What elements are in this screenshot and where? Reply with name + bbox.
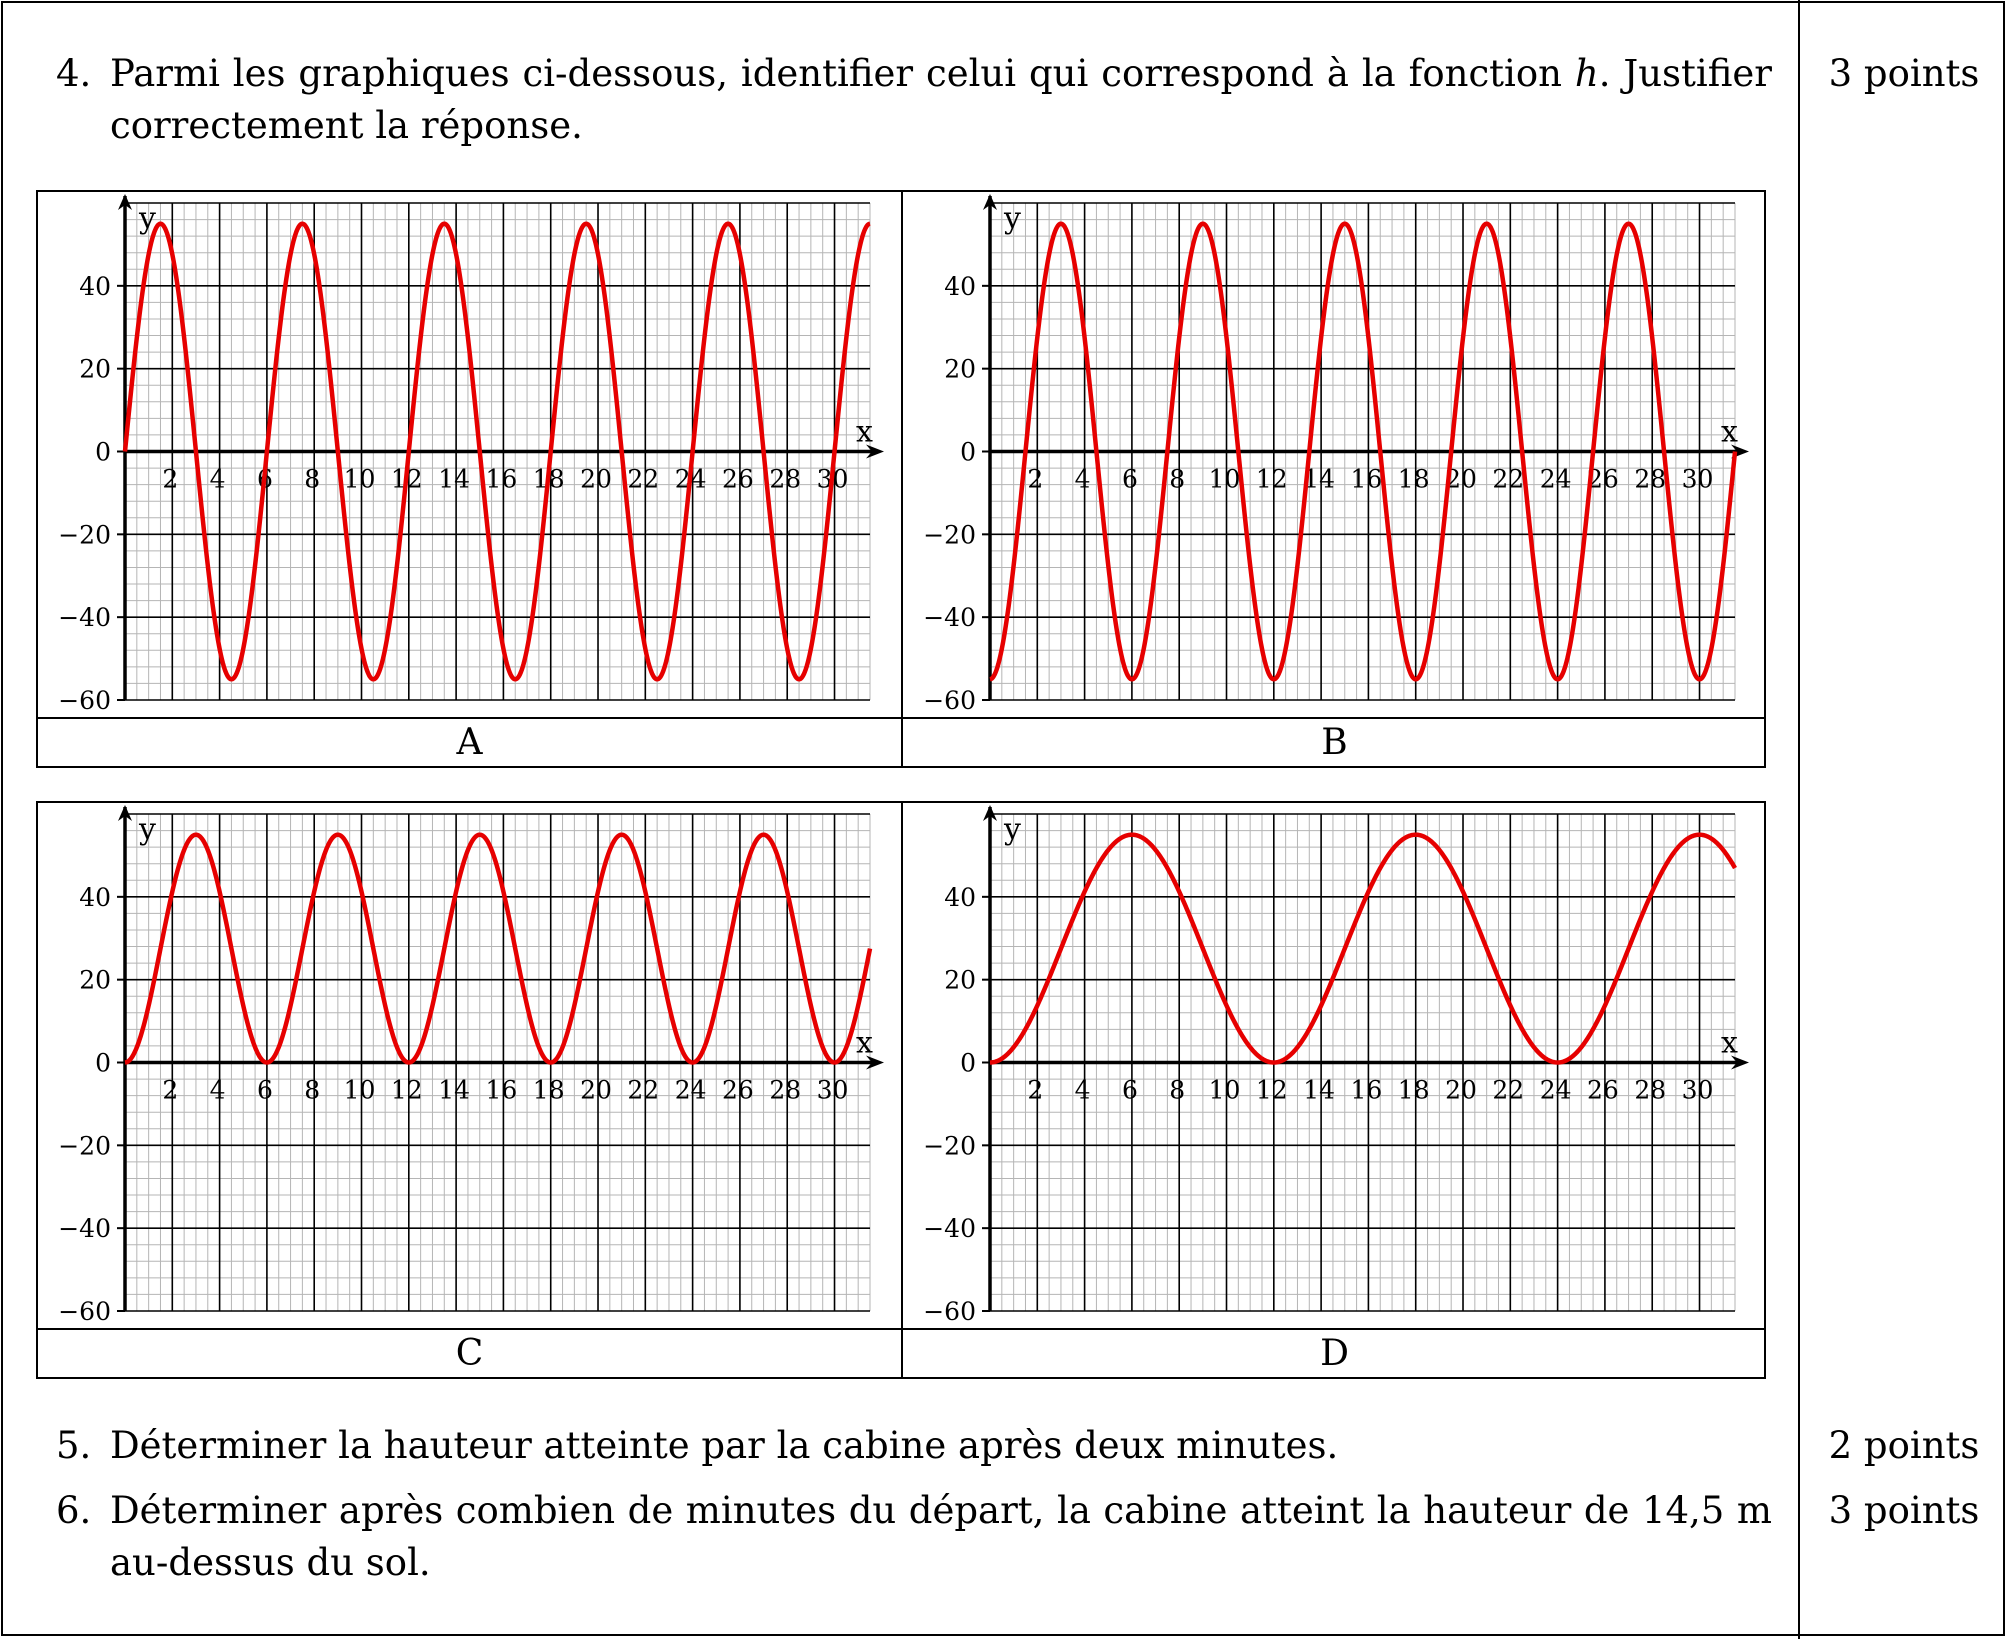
- x-tick-label: 24: [674, 1075, 707, 1105]
- y-tick-label: 40: [944, 882, 976, 912]
- x-axis-label: x: [856, 1025, 873, 1061]
- question-text: [110, 48, 1772, 152]
- x-tick-label: 6: [256, 464, 273, 494]
- question-5: [0, 1420, 1798, 1472]
- x-tick-label: 22: [1492, 1075, 1525, 1105]
- y-tick-label: −20: [58, 520, 111, 550]
- x-tick-label: 14: [438, 1075, 471, 1105]
- question-text-part: . Justifier: [1598, 52, 1772, 95]
- y-tick-label: −60: [58, 686, 111, 715]
- x-tick-label: 22: [1492, 464, 1525, 494]
- y-tick-label: 20: [79, 354, 111, 384]
- y-axis-label: y: [139, 812, 156, 847]
- x-tick-label: 24: [674, 464, 707, 494]
- chart-caption: C: [455, 1333, 484, 1374]
- y-tick-label: 20: [944, 354, 976, 384]
- x-tick-label: 30: [816, 464, 849, 494]
- x-tick-label: 2: [1027, 464, 1044, 494]
- y-tick-label: −60: [58, 1297, 111, 1326]
- x-tick-label: 12: [1255, 464, 1288, 494]
- y-tick-label: 0: [95, 1048, 111, 1078]
- chart-a: [38, 194, 899, 717]
- y-tick-label: 40: [79, 271, 111, 301]
- x-tick-label: 6: [256, 1075, 273, 1105]
- x-tick-label: 16: [485, 464, 518, 494]
- x-tick-label: 28: [769, 1075, 802, 1105]
- question-text-part: Parmi les graphiques ci-dessous, identifier celui qui correspond à la fonction: [110, 52, 1575, 95]
- y-tick-label: 40: [944, 271, 976, 301]
- x-tick-label: 10: [1208, 464, 1241, 494]
- x-tick-label: 6: [1121, 464, 1138, 494]
- y-tick-label: −60: [923, 686, 976, 715]
- x-tick-label: 10: [1208, 1075, 1241, 1105]
- x-tick-label: 20: [580, 1075, 612, 1105]
- chart-svg: [38, 194, 899, 717]
- x-tick-label: 24: [1539, 1075, 1572, 1105]
- chart-c: [38, 805, 899, 1328]
- y-tick-label: 20: [79, 965, 111, 995]
- x-tick-label: 8: [304, 464, 321, 494]
- y-tick-label: −20: [58, 1131, 111, 1161]
- x-axis-label: x: [1721, 1025, 1738, 1061]
- y-tick-label: −20: [923, 520, 976, 550]
- question-text-line: correctement la réponse.: [110, 104, 583, 147]
- chart-b: [903, 194, 1764, 717]
- x-tick-label: 20: [1445, 464, 1477, 494]
- x-axis-label: x: [856, 414, 873, 450]
- x-tick-label: 18: [532, 1075, 565, 1105]
- x-tick-label: 16: [1350, 1075, 1383, 1105]
- x-tick-label: 12: [390, 464, 423, 494]
- x-tick-label: 22: [627, 1075, 660, 1105]
- x-tick-label: 4: [1074, 464, 1091, 494]
- x-tick-label: 14: [1303, 1075, 1336, 1105]
- x-tick-label: 26: [722, 1075, 754, 1105]
- x-tick-label: 16: [485, 1075, 518, 1105]
- x-tick-label: 4: [1074, 1075, 1091, 1105]
- y-tick-label: −40: [58, 1214, 111, 1244]
- x-tick-label: 2: [162, 464, 179, 494]
- table-divider: [901, 192, 903, 766]
- chart-svg: [903, 805, 1764, 1328]
- x-tick-label: 16: [1350, 464, 1383, 494]
- x-tick-label: 26: [1587, 464, 1619, 494]
- chart-caption: B: [1321, 722, 1348, 763]
- y-tick-label: −40: [58, 603, 111, 633]
- question-text: [110, 1485, 1772, 1589]
- y-tick-label: −40: [923, 603, 976, 633]
- y-tick-label: −60: [923, 1297, 976, 1326]
- y-tick-label: 0: [960, 437, 976, 467]
- question-number: 5.: [56, 1424, 92, 1467]
- y-axis-label: y: [139, 201, 156, 236]
- x-tick-label: 8: [1169, 1075, 1186, 1105]
- x-tick-label: 30: [1681, 1075, 1714, 1105]
- x-tick-label: 30: [1681, 464, 1714, 494]
- x-tick-label: 26: [1587, 1075, 1619, 1105]
- function-name: h: [1574, 52, 1599, 95]
- x-axis-label: x: [1721, 414, 1738, 450]
- points-label: 2 points: [1828, 1424, 1980, 1467]
- x-tick-label: 28: [769, 464, 802, 494]
- y-tick-label: 0: [960, 1048, 976, 1078]
- figure-table-top: [36, 190, 1766, 768]
- x-tick-label: 8: [1169, 464, 1186, 494]
- series-line: [125, 835, 870, 1063]
- question-text-line: au-dessus du sol.: [110, 1541, 431, 1584]
- chart-caption: A: [456, 722, 483, 763]
- x-tick-label: 18: [532, 464, 565, 494]
- x-tick-label: 18: [1397, 464, 1430, 494]
- x-tick-label: 14: [1303, 464, 1336, 494]
- y-tick-label: 20: [944, 965, 976, 995]
- x-tick-label: 28: [1634, 1075, 1667, 1105]
- chart-d: [903, 805, 1764, 1328]
- chart-svg: [38, 805, 899, 1328]
- table-divider: [901, 803, 903, 1377]
- x-tick-label: 8: [304, 1075, 321, 1105]
- y-tick-label: −20: [923, 1131, 976, 1161]
- x-tick-label: 12: [390, 1075, 423, 1105]
- question-4: [0, 48, 1798, 152]
- chart-svg: [903, 194, 1764, 717]
- y-tick-label: 40: [79, 882, 111, 912]
- figure-table-bottom: [36, 801, 1766, 1379]
- x-tick-label: 4: [209, 1075, 226, 1105]
- x-tick-label: 6: [1121, 1075, 1138, 1105]
- x-tick-label: 2: [162, 1075, 179, 1105]
- points-column-divider: [1798, 0, 1800, 1639]
- y-tick-label: −40: [923, 1214, 976, 1244]
- series-line: [990, 835, 1735, 1063]
- x-tick-label: 14: [438, 464, 471, 494]
- x-tick-label: 10: [343, 1075, 376, 1105]
- x-tick-label: 28: [1634, 464, 1667, 494]
- points-label: 3 points: [1828, 52, 1980, 95]
- question-number: 4.: [56, 52, 92, 95]
- x-tick-label: 4: [209, 464, 226, 494]
- question-number: 6.: [56, 1489, 92, 1532]
- x-tick-label: 26: [722, 464, 754, 494]
- y-axis-label: y: [1004, 201, 1021, 236]
- points-label: 3 points: [1828, 1489, 1980, 1532]
- question-6: [0, 1485, 1798, 1589]
- x-tick-label: 22: [627, 464, 660, 494]
- y-axis-label: y: [1004, 812, 1021, 847]
- x-tick-label: 20: [1445, 1075, 1477, 1105]
- question-text-line: Déterminer après combien de minutes du départ, la cabine atteint la hauteur de 14,5 m: [110, 1489, 1772, 1532]
- x-tick-label: 12: [1255, 1075, 1288, 1105]
- x-tick-label: 10: [343, 464, 376, 494]
- x-tick-label: 18: [1397, 1075, 1430, 1105]
- x-tick-label: 20: [580, 464, 612, 494]
- x-tick-label: 2: [1027, 1075, 1044, 1105]
- question-text: Déterminer la hauteur atteinte par la cabine après deux minutes.: [110, 1424, 1339, 1467]
- x-tick-label: 24: [1539, 464, 1572, 494]
- chart-caption: D: [1320, 1333, 1349, 1374]
- x-tick-label: 30: [816, 1075, 849, 1105]
- y-tick-label: 0: [95, 437, 111, 467]
